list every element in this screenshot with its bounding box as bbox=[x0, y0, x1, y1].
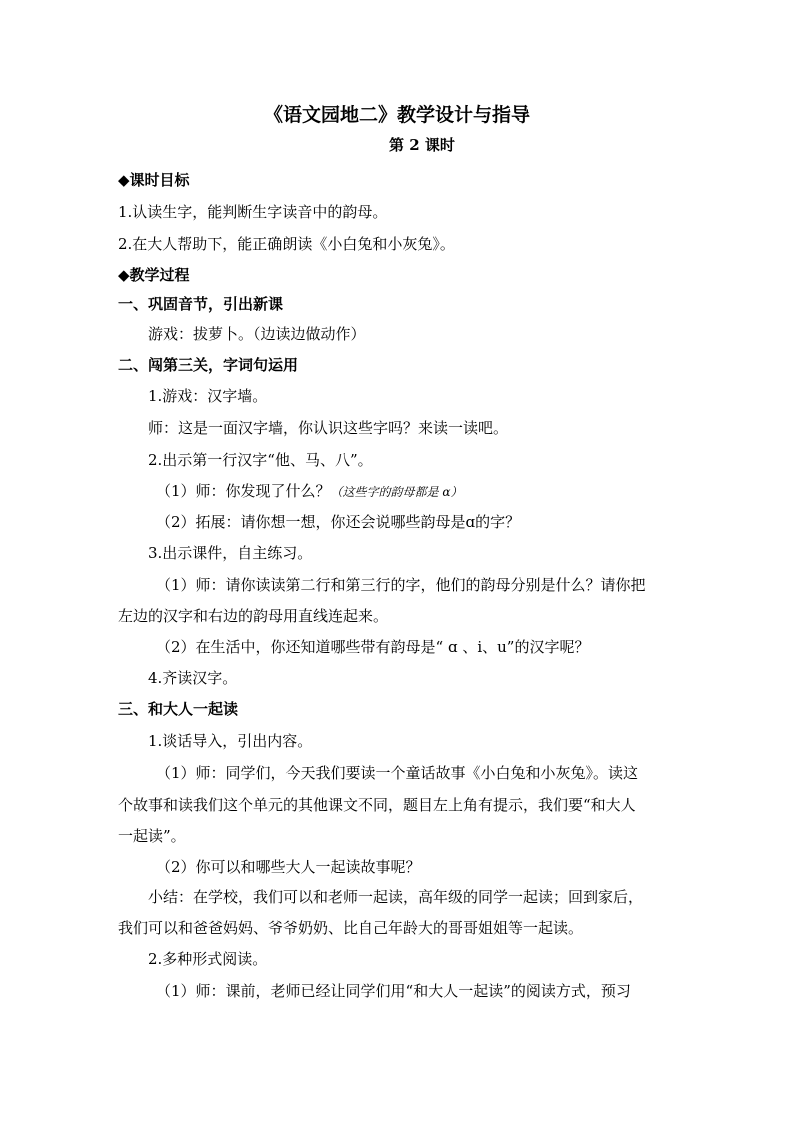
goal-line-2: 2.在大人帮助下，能正确朗读《小白兔和小灰兔》。 bbox=[118, 235, 455, 253]
paragraph-line: （1）师：请你读读第二行和第三行的字，他们的韵母分别是什么？请你把 bbox=[156, 576, 646, 594]
page-subtitle: 第 2 课时 bbox=[389, 136, 455, 154]
paragraph-line: （1）师：课前，老师已经让同学们用“和大人一起读”的阅读方式，预习 bbox=[156, 982, 631, 1000]
paragraph-line: （2）拓展：请你想一想，你还会说哪些韵母是ɑ的字？ bbox=[156, 513, 521, 531]
paragraph-text: （1）师：你发现了什么？ bbox=[156, 482, 331, 500]
paragraph-line: （1）师：同学们，今天我们要读一个童话故事《小白兔和小灰兔》。读这 bbox=[156, 764, 639, 782]
part-heading-2: 二、闯第三关，字词句运用 bbox=[118, 356, 299, 374]
goal-line-1: 1.认读生字，能判断生字读音中的韵母。 bbox=[118, 203, 388, 221]
paragraph-line: 1.游戏：汉字墙。 bbox=[148, 387, 268, 405]
paragraph-line-with-note bbox=[156, 481, 688, 502]
paragraph-line: 游戏：拔萝卜。（边读边做动作） bbox=[148, 325, 366, 343]
paragraph-line: 小结：在学校，我们可以和老师一起读，高年级的同学一起读；回到家后， bbox=[148, 888, 644, 906]
paragraph-line: 4.齐读汉字。 bbox=[148, 669, 238, 687]
paragraph-line: 2.出示第一行汉字“他、马、八”。 bbox=[148, 451, 373, 469]
paragraph-line: 一起读”。 bbox=[118, 827, 186, 845]
paragraph-line: 我们可以和爸爸妈妈、爷爷奶奶、比自己年龄大的哥哥姐姐等一起读。 bbox=[118, 919, 584, 937]
paragraph-line: 3.出示课件，自主练习。 bbox=[148, 544, 313, 562]
inline-note: （这些字的韵母都是 ɑ） bbox=[330, 485, 463, 499]
paragraph-line: （2）在生活中，你还知道哪些带有韵母是“ ɑ 、i、u”的汉字呢？ bbox=[156, 638, 590, 656]
section-heading-process: ◆教学过程 bbox=[118, 266, 190, 284]
section-heading-goals: ◆课时目标 bbox=[118, 171, 190, 189]
paragraph-line: 2.多种形式阅读。 bbox=[148, 950, 268, 968]
paragraph-line: 个故事和读我们这个单元的其他课文不同，题目左上角有提示，我们要“和大人 bbox=[118, 796, 636, 814]
page-title: 《语文园地二》教学设计与指导 bbox=[263, 104, 530, 126]
paragraph-line: （2）你可以和哪些大人一起读故事呢？ bbox=[156, 858, 421, 876]
paragraph-line: 师：这是一面汉字墙，你认识这些字吗？来读一读吧。 bbox=[148, 419, 509, 437]
part-heading-3: 三、和大人一起读 bbox=[118, 700, 239, 718]
paragraph-line: 左边的汉字和右边的韵母用直线连起来。 bbox=[118, 607, 389, 625]
paragraph-line: 1.谈话导入，引出内容。 bbox=[148, 732, 313, 750]
part-heading-1: 一、巩固音节，引出新课 bbox=[118, 295, 284, 313]
